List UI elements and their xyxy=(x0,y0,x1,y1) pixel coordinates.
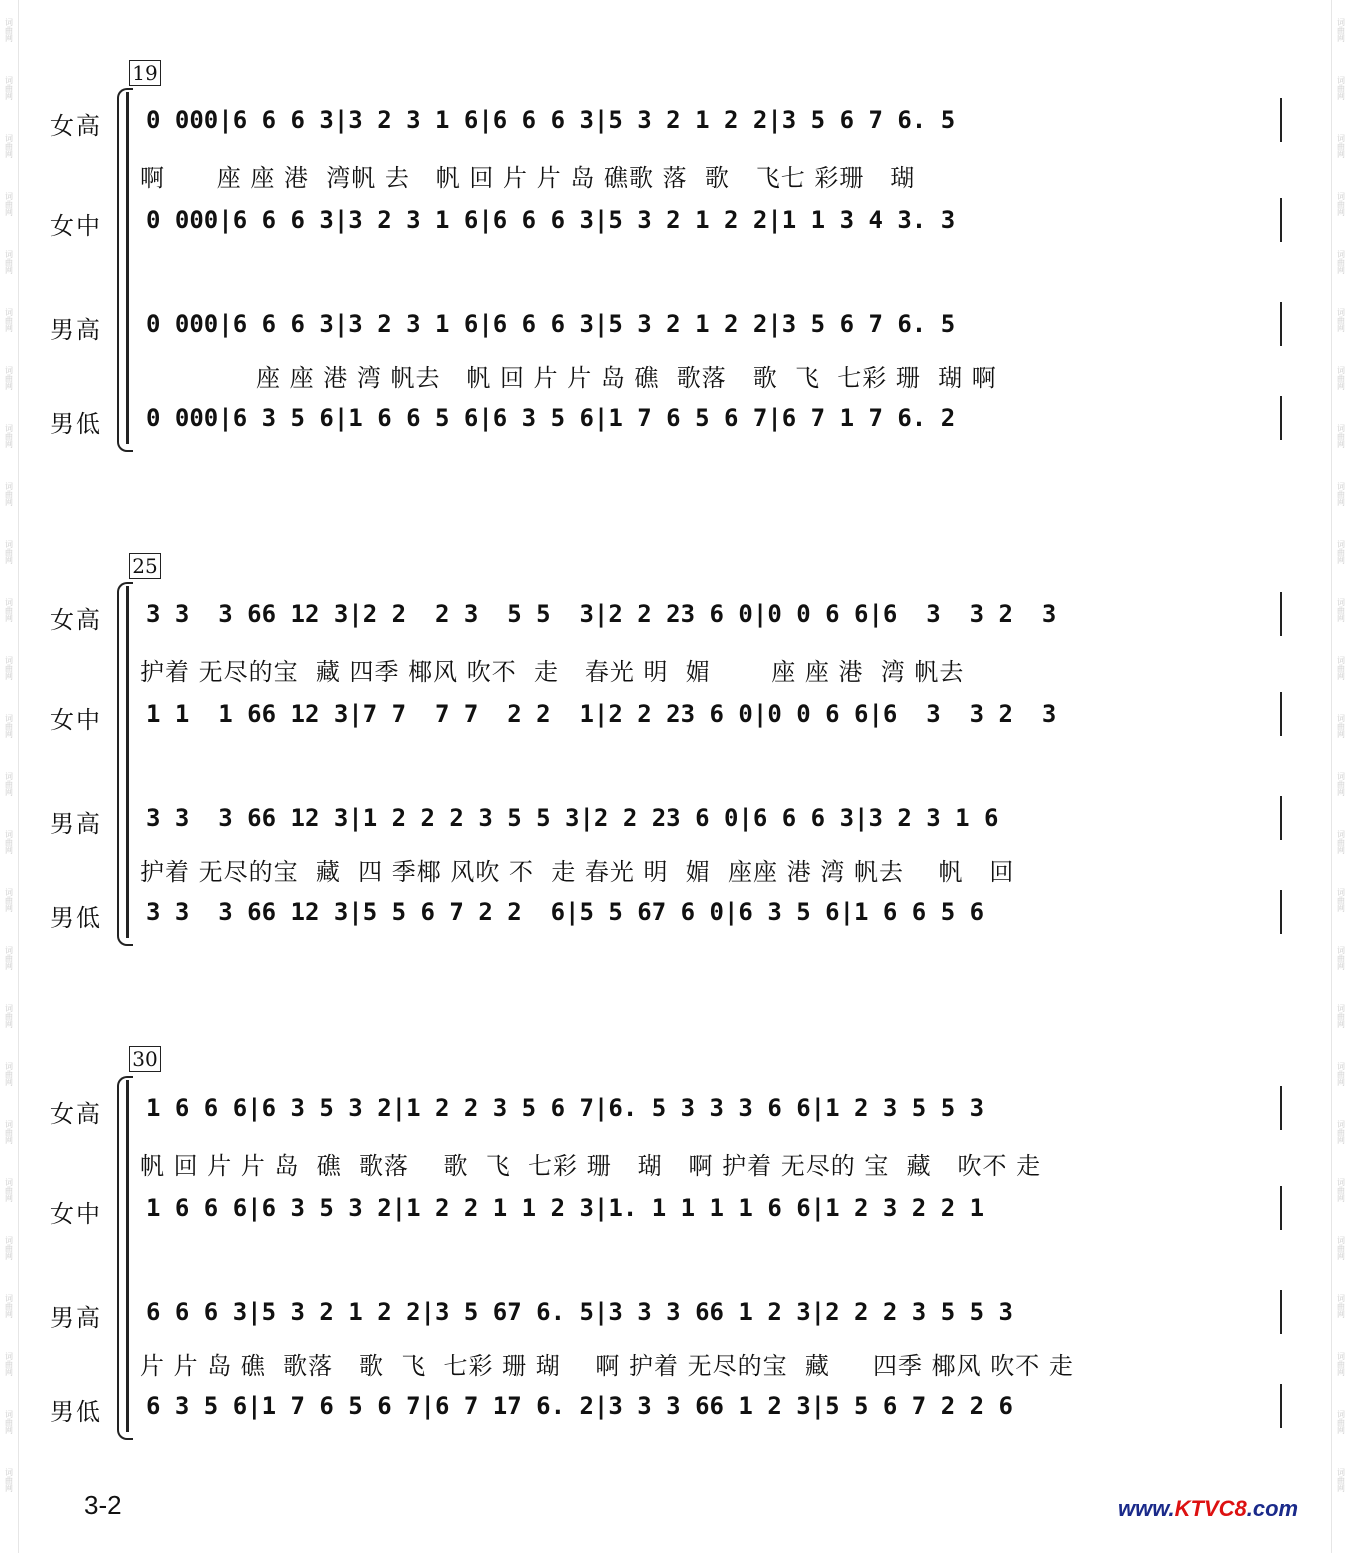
watermark-glyph: 词曲网 xyxy=(1336,76,1346,100)
notes-bass: 3 3 3 66 12 3|5 5 6 7 2 2 6|5 5 67 6 0|6 3 5 6|1 6 6 5 6 xyxy=(146,898,985,926)
watermark-glyph: 词曲网 xyxy=(1336,1352,1346,1376)
voice-label-soprano: 女高 xyxy=(50,1100,102,1128)
watermark-glyph: 词曲网 xyxy=(4,888,14,912)
watermark-glyph: 词曲网 xyxy=(4,308,14,332)
voice-label-bass: 男低 xyxy=(50,1398,102,1426)
watermark-glyph: 词曲网 xyxy=(4,540,14,564)
barline-end xyxy=(1280,1384,1282,1428)
site-watermark xyxy=(1118,1496,1298,1522)
system-brace xyxy=(117,1076,133,1440)
watermark-glyph: 词曲网 xyxy=(1336,1004,1346,1028)
watermark-glyph: 词曲网 xyxy=(1336,482,1346,506)
lyrics-lower: 座 座 港 湾 帆去 帆 回 片 片 岛 礁 歌落 歌 飞 七彩 珊 瑚 啊 xyxy=(256,364,997,392)
watermark-glyph: 词曲网 xyxy=(4,1120,14,1144)
voice-label-alto: 女中 xyxy=(50,1200,102,1228)
watermark-glyph: 词曲网 xyxy=(4,1294,14,1318)
barline-end xyxy=(1280,1290,1282,1334)
notes-bass: 6 3 5 6|1 7 6 5 6 7|6 7 17 6. 2|3 3 3 66 1 2 3|5 5 6 7 2 2 6 xyxy=(146,1392,1013,1420)
voice-label-tenor: 男高 xyxy=(50,1304,102,1332)
watermark-glyph: 词曲网 xyxy=(4,1410,14,1434)
notes-tenor: 6 6 6 3|5 3 2 1 2 2|3 5 67 6. 5|3 3 3 66 1 2 3|2 2 2 3 5 5 3 xyxy=(146,1298,1013,1326)
watermark-glyph: 词曲网 xyxy=(4,1062,14,1086)
notes-soprano: 0 000|6 6 6 3|3 2 3 1 6|6 6 6 3|5 3 2 1 2 2|3 5 6 7 6. 5 xyxy=(146,106,956,134)
watermark-glyph: 词曲网 xyxy=(4,424,14,448)
watermark-glyph: 词曲网 xyxy=(1336,1120,1346,1144)
watermark-glyph: 词曲网 xyxy=(1336,772,1346,796)
voice-label-bass: 男低 xyxy=(50,904,102,932)
voice-label-soprano: 女高 xyxy=(50,112,102,140)
watermark-glyph: 词曲网 xyxy=(4,250,14,274)
watermark-glyph: 词曲网 xyxy=(1336,540,1346,564)
watermark-glyph: 词曲网 xyxy=(1336,1294,1346,1318)
watermark-glyph: 词曲网 xyxy=(4,482,14,506)
notes-alto: 1 6 6 6|6 3 5 3 2|1 2 2 1 1 2 3|1. 1 1 1 1 6 6|1 2 3 2 2 1 xyxy=(146,1194,985,1222)
notes-bass: 0 000|6 3 5 6|1 6 6 5 6|6 3 5 6|1 7 6 5 6 7|6 7 1 7 6. 2 xyxy=(146,404,956,432)
watermark-glyph: 词曲网 xyxy=(4,134,14,158)
watermark-glyph: 词曲网 xyxy=(4,830,14,854)
voice-label-bass: 男低 xyxy=(50,410,102,438)
watermark-glyph: 词曲网 xyxy=(4,76,14,100)
barline-end xyxy=(1280,1086,1282,1130)
watermark-glyph: 词曲网 xyxy=(1336,598,1346,622)
watermark-glyph: 词曲网 xyxy=(4,18,14,42)
watermark-glyph: 词曲网 xyxy=(4,656,14,680)
site-part-3: .com xyxy=(1246,1496,1299,1521)
watermark-glyph: 词曲网 xyxy=(1336,250,1346,274)
watermark-glyph: 词曲网 xyxy=(1336,134,1346,158)
voice-label-soprano: 女高 xyxy=(50,606,102,634)
watermark-glyph: 词曲网 xyxy=(4,1004,14,1028)
watermark-glyph: 词曲网 xyxy=(1336,656,1346,680)
system-bracket-line xyxy=(126,1080,129,1432)
watermark-glyph: 词曲网 xyxy=(1336,888,1346,912)
notes-alto: 1 1 1 66 12 3|7 7 7 7 2 2 1|2 2 23 6 0|0 0 6 6|6 3 3 2 3 xyxy=(146,700,1057,728)
watermark-glyph: 词曲网 xyxy=(1336,1178,1346,1202)
watermark-glyph: 词曲网 xyxy=(1336,830,1346,854)
measure-number: 30 xyxy=(129,1046,161,1072)
page-number: 3-2 xyxy=(84,1490,122,1520)
notes-tenor: 3 3 3 66 12 3|1 2 2 2 3 5 5 3|2 2 23 6 0|6 6 6 3|3 2 3 1 6 xyxy=(146,804,999,832)
watermark-glyph: 词曲网 xyxy=(4,714,14,738)
lyrics-upper: 啊 座 座 港 湾帆 去 帆 回 片 片 岛 礁歌 落 歌 飞七 彩珊 瑚 xyxy=(140,164,916,192)
watermark-glyph: 词曲网 xyxy=(1336,1468,1346,1492)
watermark-glyph: 词曲网 xyxy=(1336,424,1346,448)
watermark-glyph: 词曲网 xyxy=(4,1236,14,1260)
watermark-glyph: 词曲网 xyxy=(4,598,14,622)
watermark-glyph: 词曲网 xyxy=(4,946,14,970)
notes-soprano: 1 6 6 6|6 3 5 3 2|1 2 2 3 5 6 7|6. 5 3 3 3 6 6|1 2 3 5 5 3 xyxy=(146,1094,985,1122)
watermark-glyph: 词曲网 xyxy=(1336,1410,1346,1434)
barline-end xyxy=(1280,1186,1282,1230)
watermark-glyph: 词曲网 xyxy=(1336,946,1346,970)
watermark-glyph: 词曲网 xyxy=(1336,366,1346,390)
watermark-glyph: 词曲网 xyxy=(4,1178,14,1202)
watermark-glyph: 词曲网 xyxy=(1336,192,1346,216)
lyrics-lower: 片 片 岛 礁 歌落 歌 飞 七彩 珊 瑚 啊 护着 无尽的宝 藏 四季 椰风 吹不 走 xyxy=(140,1352,1074,1380)
watermark-glyph: 词曲网 xyxy=(4,366,14,390)
watermark-glyph: 词曲网 xyxy=(1336,1236,1346,1260)
watermark-glyph: 词曲网 xyxy=(1336,1062,1346,1086)
notes-alto: 0 000|6 6 6 3|3 2 3 1 6|6 6 6 3|5 3 2 1 2 2|1 1 3 4 3. 3 xyxy=(146,206,956,234)
measure-number: 25 xyxy=(129,553,161,579)
lyrics-upper: 帆 回 片 片 岛 礁 歌落 歌 飞 七彩 珊 瑚 啊 护着 无尽的 宝 藏 吹不 走 xyxy=(140,1152,1042,1180)
voice-label-tenor: 男高 xyxy=(50,316,102,344)
notes-soprano: 3 3 3 66 12 3|2 2 2 3 5 5 3|2 2 23 6 0|0 0 6 6|6 3 3 2 3 xyxy=(146,600,1057,628)
voice-label-tenor: 男高 xyxy=(50,810,102,838)
lyrics-upper: 护着 无尽的宝 藏 四季 椰风 吹不 走 春光 明 媚 座 座 港 湾 帆去 xyxy=(140,658,965,686)
voice-label-alto: 女中 xyxy=(50,706,102,734)
watermark-glyph: 词曲网 xyxy=(4,1468,14,1492)
watermark-glyph: 词曲网 xyxy=(4,1352,14,1376)
watermark-glyph: 词曲网 xyxy=(1336,714,1346,738)
voice-label-alto: 女中 xyxy=(50,212,102,240)
lyrics-lower: 护着 无尽的宝 藏 四 季椰 风吹 不 走 春光 明 媚 座座 港 湾 帆去 帆 回 xyxy=(140,858,1015,886)
watermark-glyph: 词曲网 xyxy=(4,192,14,216)
watermark-glyph: 词曲网 xyxy=(4,772,14,796)
site-part-1: www. xyxy=(1118,1496,1175,1521)
watermark-glyph: 词曲网 xyxy=(1336,308,1346,332)
watermark-glyph: 词曲网 xyxy=(1336,18,1346,42)
notes-tenor: 0 000|6 6 6 3|3 2 3 1 6|6 6 6 3|5 3 2 1 2 2|3 5 6 7 6. 5 xyxy=(146,310,956,338)
site-part-2: KTVC8 xyxy=(1174,1496,1247,1521)
measure-number: 19 xyxy=(129,60,161,86)
